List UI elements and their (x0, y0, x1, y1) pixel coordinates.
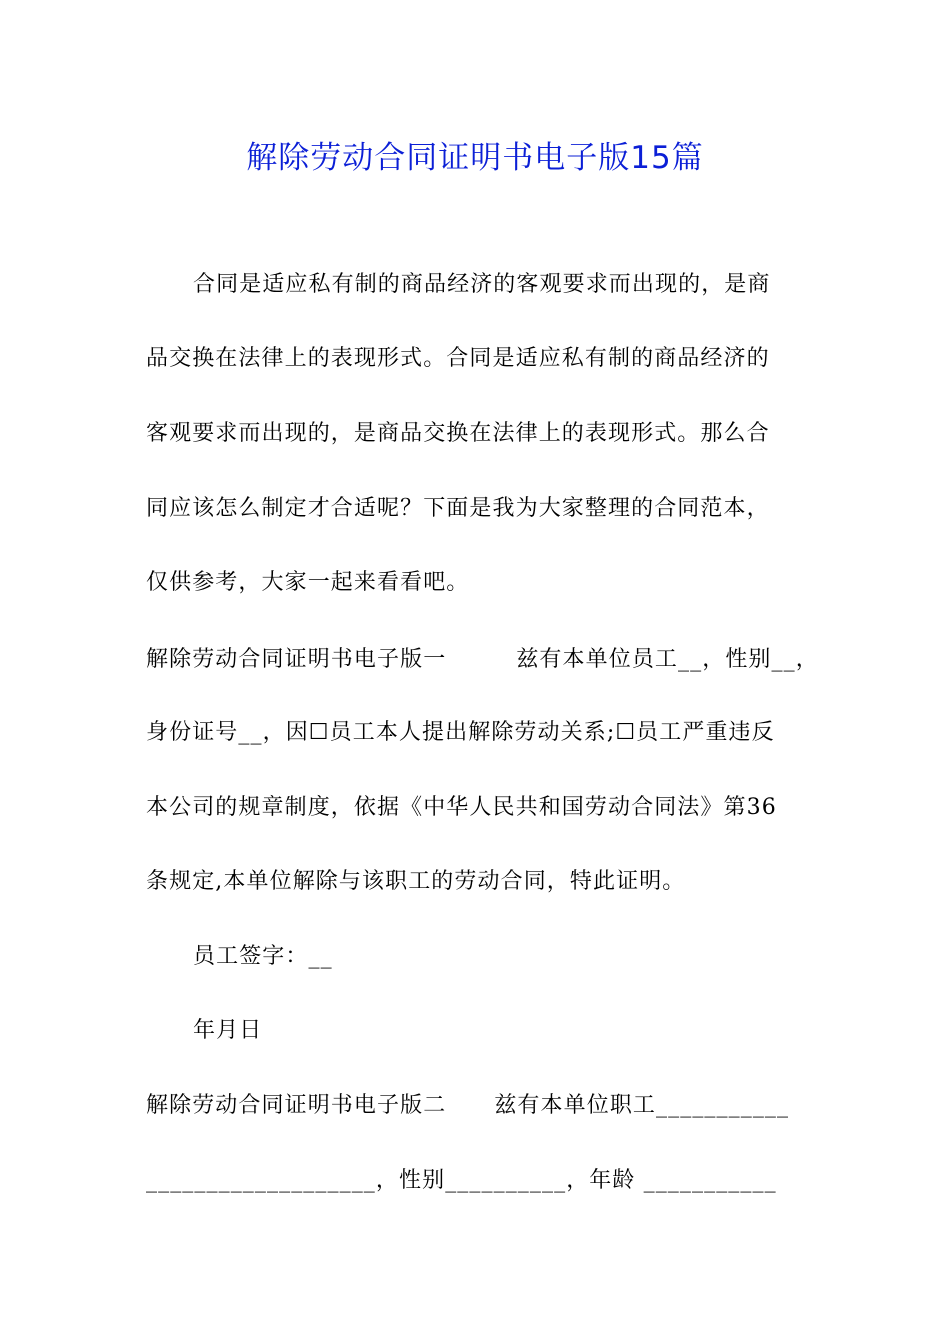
section1-first-text: 兹有本单位员工__，性别__， (516, 647, 819, 672)
intro-line-2: 品交换在法律上的表现形式。合同是适应私有制的商品经济的 (146, 346, 770, 371)
section1-signature: 员工签字：__ (193, 944, 333, 969)
intro-line-1: 合同是适应私有制的商品经济的客观要求而出现的，是商 (193, 272, 771, 297)
document-title: 解除劳动合同证明书电子版15篇 (246, 140, 704, 176)
section2-first-line (146, 1091, 789, 1121)
section1-date: 年月日 (193, 1018, 263, 1043)
section2-line-2: ___________________，性别__________，年龄 ___________ (146, 1168, 777, 1193)
section1-heading: 解除劳动合同证明书电子版一 (146, 647, 447, 672)
section2-first-text: 兹有本单位职工___________ (494, 1093, 790, 1118)
section1-first-line (146, 645, 819, 675)
section2-heading: 解除劳动合同证明书电子版二 (146, 1093, 447, 1118)
intro-line-4: 同应该怎么制定才合适呢？下面是我为大家整理的合同范本， (146, 496, 770, 521)
intro-line-3: 客观要求而出现的，是商品交换在法律上的表现形式。那么合 (146, 421, 770, 446)
section1-line-2: 身份证号__，因☐员工本人提出解除劳动关系;☐员工严重违反 (146, 720, 775, 745)
intro-line-5: 仅供参考，大家一起来看看吧。 (146, 570, 470, 595)
section1-line-4: 条规定,本单位解除与该职工的劳动合同，特此证明。 (146, 869, 686, 894)
section1-line-3: 本公司的规章制度，依据《中华人民共和国劳动合同法》第36 (146, 795, 777, 820)
